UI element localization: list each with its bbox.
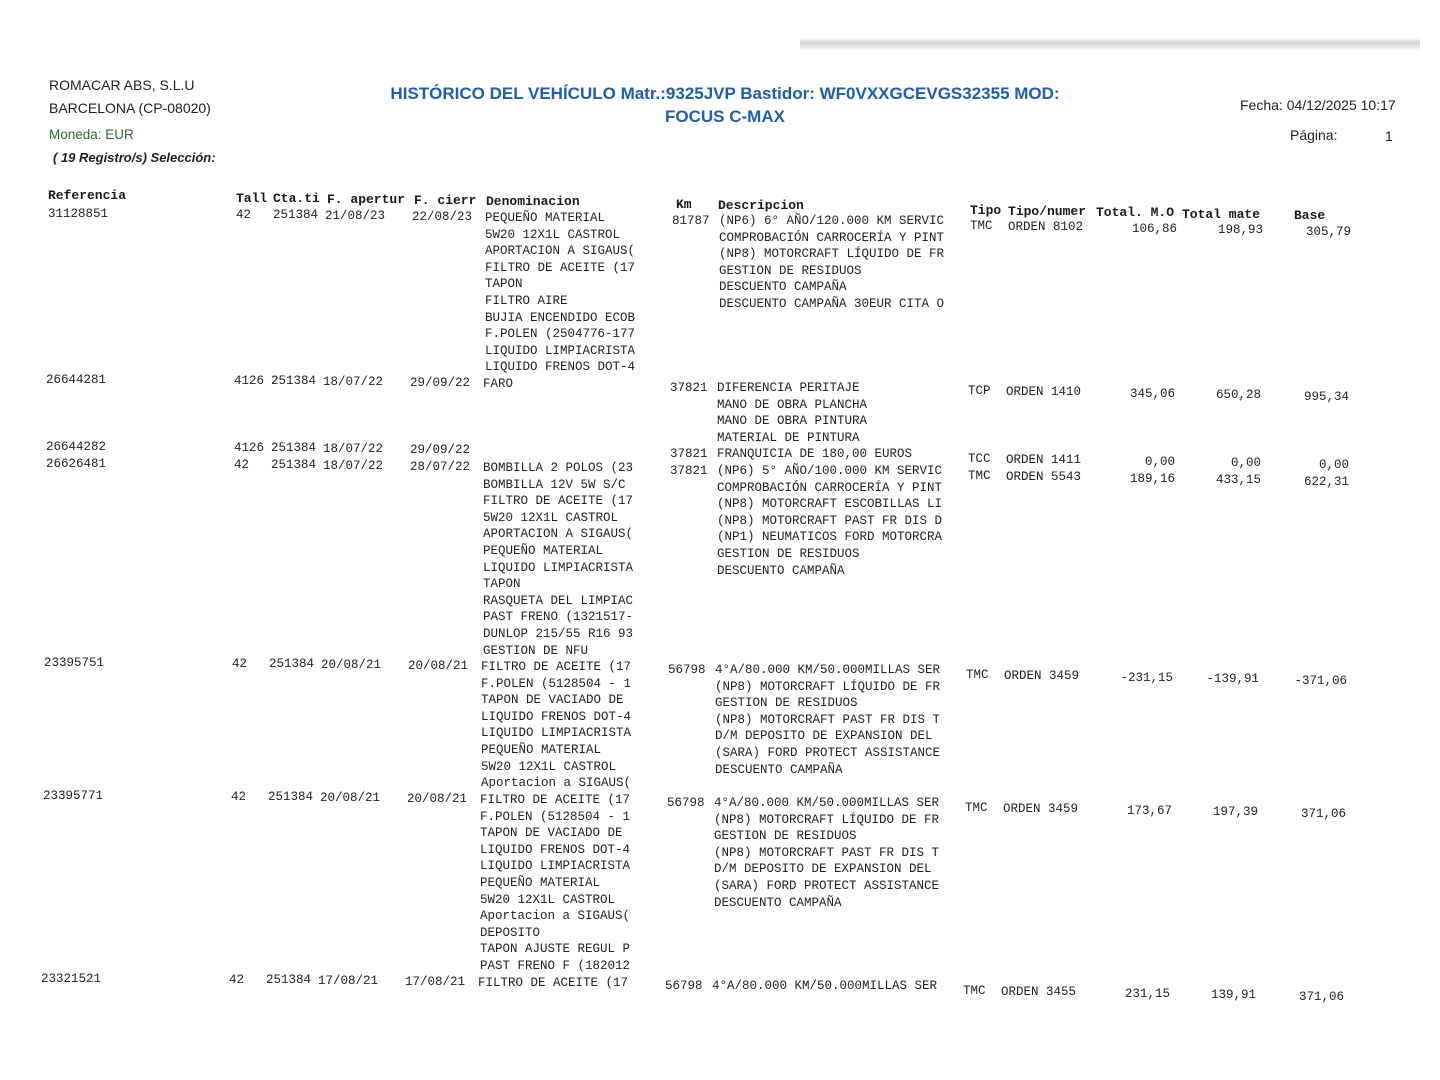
tipo-cell: TMC [963,984,986,998]
descripcion-line: D/M DEPOSITO DE EXPANSION DEL [714,862,932,877]
ref-cell: 26626481 [46,457,107,471]
descripcion-line: COMPROBACIÓN CARROCERÍA Y PINT [719,230,945,245]
total-mo-cell: 106,86 [1131,222,1177,236]
km-cell: 56798 [665,979,703,993]
total-material-cell: 433,15 [1215,473,1261,487]
descripcion-line: DIFERENCIA PERITAJE [717,381,860,395]
denominacion-line: LIQUIDO FRENOS DOT-4 [480,842,631,857]
total-mo-cell: 173,67 [1126,804,1172,818]
denominacion-line: LIQUIDO LIMPIACRISTA [480,859,631,874]
km-cell: 37821 [670,447,708,461]
denominacion-line: 5W20 12X1L CASTROL [481,759,617,774]
col-total-material: Total mate [1182,207,1261,222]
fci-cell: 22/08/23 [412,210,473,224]
denominacion-line: TAPON DE VACIADO DE [480,826,623,841]
fap-cell: 21/08/23 [325,209,386,223]
descripcion-line: GESTION DE RESIDUOS [717,547,860,561]
base-cell: 622,31 [1303,475,1349,489]
descripcion-line: DESCUENTO CAMPAÑA 30EUR CITA O [719,297,945,311]
descripcion-line: (NP1) NEUMATICOS FORD MOTORCRA [717,530,943,545]
total-material-cell: 139,91 [1210,988,1256,1002]
denominacion-line: LIQUIDO FRENOS DOT-4 [481,709,632,724]
descripcion-line: DESCUENTO CAMPAÑA [719,280,847,295]
company-city: BARCELONA (CP-08020) [49,100,211,116]
tipo-cell: TMC [968,469,991,483]
tall-cell: 42 [236,208,252,222]
col-taller: Tall [236,191,268,206]
total-material-cell: 0,00 [1230,456,1261,470]
km-cell: 56798 [668,663,706,677]
descripcion-line: (SARA) FORD PROTECT ASSISTANCE [714,879,940,893]
denominacion-line: FILTRO DE ACEITE (17 [481,660,632,674]
total-mo-cell: 345,06 [1129,387,1175,401]
fap-cell: 18/07/22 [323,459,384,473]
denominacion-line: 5W20 12X1L CASTROL [485,227,621,242]
descripcion-line: GESTION DE RESIDUOS [719,263,862,278]
descripcion-line: (NP6) 6° AÑO/120.000 KM SERVIC [719,214,945,228]
denominacion-line: FILTRO DE ACEITE (17 [478,976,629,990]
ref-cell: 23395771 [43,789,104,803]
denominacion-line: FILTRO DE ACEITE (17 [483,494,634,509]
fap-cell: 20/08/21 [321,658,382,672]
col-referencia: Referencia [48,188,127,203]
descripcion-line: GESTION DE RESIDUOS [715,696,858,711]
col-fecha-cierre: F. cierr [414,193,477,208]
total-mo-cell: 0,00 [1144,455,1175,469]
total-mo-cell: 189,16 [1129,472,1175,486]
denominacion-line: DEPOSITO [480,925,541,940]
report-date: Fecha: 04/12/2025 10:17 [1240,97,1396,113]
descripcion-line: (NP8) MOTORCRAFT LÍQUIDO DE FR [719,247,945,262]
denominacion-line: APORTACION A SIGAUS( [483,527,634,542]
denominacion-line: PAST FRENO (1321517- [483,610,634,625]
tall-cell: 42 [231,790,247,804]
fci-cell: 20/08/21 [408,659,469,673]
denominacion-line: RASQUETA DEL LIMPIAC [483,593,634,608]
denominacion-line: TAPON [485,277,523,292]
tipo-cell: TMC [966,668,989,682]
denominacion-line: PEQUEÑO MATERIAL [485,211,606,225]
col-tipo-numero: Tipo/numer [1008,204,1087,219]
company-name: ROMACAR ABS, S.L.U [49,77,195,93]
selection-label: ( 19 Registro/s) Selección: [53,150,216,165]
denominacion-line: F.POLEN (5128504 - 1 [480,809,631,824]
descripcion-line: DESCUENTO CAMPAÑA [714,895,842,910]
denominacion-line: Aportacion a SIGAUS( [480,909,631,924]
denominacion-line: LIQUIDO LIMPIACRISTA [483,560,634,575]
tipo-numero-cell: ORDEN 3455 [1001,985,1077,999]
denominacion-line: F.POLEN (2504776-177 [485,327,636,342]
fci-cell: 20/08/21 [407,792,468,806]
denominacion-line: APORTACION A SIGAUS( [485,244,636,259]
report-title-line1: HISTÓRICO DEL VEHÍCULO Matr.:9325JVP Bastidor: WF0VXXGCEVGS32355 MOD: [390,84,1060,103]
denominacion-line: Aportacion a SIGAUS( [481,776,632,791]
km-cell: 81787 [672,214,710,228]
denominacion-line: FILTRO AIRE [485,294,568,308]
col-total-mo: Total. M.O [1096,205,1175,220]
ref-cell: 26644282 [46,440,107,454]
ref-cell: 31128851 [48,207,109,221]
tall-cell: 4126 [234,441,265,455]
descripcion-line: MANO DE OBRA PINTURA [717,414,868,429]
km-cell: 37821 [670,381,708,395]
descripcion-line: D/M DEPOSITO DE EXPANSION DEL [715,729,933,744]
ref-cell: 23321521 [41,972,102,986]
descripcion-line: (NP8) MOTORCRAFT PAST FR DIS T [715,712,941,727]
ref-cell: 26644281 [46,373,107,387]
tipo-numero-cell: ORDEN 3459 [1004,669,1080,683]
denominacion-line: F.POLEN (5128504 - 1 [481,676,632,691]
tipo-cell: TMC [970,219,993,233]
descripcion-line: DESCUENTO CAMPAÑA [717,563,845,578]
denominacion-line: PEQUEÑO MATERIAL [483,544,604,558]
fci-cell: 29/09/22 [410,376,471,390]
denominacion-line: BUJIA ENCENDIDO ECOB [485,310,636,325]
tipo-numero-cell: ORDEN 1410 [1006,385,1082,399]
denominacion-line: PEQUEÑO MATERIAL [480,876,601,890]
denominacion-line: TAPON [483,577,521,592]
base-cell: 995,34 [1303,390,1349,404]
tipo-numero-cell: ORDEN 5543 [1006,470,1082,484]
descripcion-line: 4°A/80.000 KM/50.000MILLAS SER [712,979,938,993]
tipo-cell: TCP [968,384,991,398]
descripcion-line: 4°A/80.000 KM/50.000MILLAS SER [714,796,940,810]
total-mo-cell: -231,15 [1120,671,1173,685]
fci-cell: 29/09/22 [410,443,471,457]
descripcion-line: 4°A/80.000 KM/50.000MILLAS SER [715,663,941,677]
denominacion-line: 5W20 12X1L CASTROL [480,892,616,907]
col-cuenta: Cta.ti [273,191,320,206]
descripcion-line: COMPROBACIÓN CARROCERÍA Y PINT [717,480,943,495]
scan-edge-shadow [800,38,1420,50]
currency-label: Moneda: EUR [49,127,134,142]
tipo-cell: TMC [965,801,988,815]
denominacion-line: FARO [483,377,514,391]
cta-cell: 251384 [273,208,319,222]
denominacion-line: FILTRO DE ACEITE (17 [480,793,631,807]
cta-cell: 251384 [268,790,314,804]
descripcion-line: DESCUENTO CAMPAÑA [715,762,843,777]
descripcion-line: GESTION DE RESIDUOS [714,829,857,844]
base-cell: 0,00 [1318,458,1349,472]
col-denominacion: Denominacion [486,194,580,209]
total-material-cell: 197,39 [1212,805,1258,819]
cta-cell: 251384 [271,458,317,472]
col-base: Base [1294,208,1326,223]
descripcion-line: (NP6) 5° AÑO/100.000 KM SERVIC [717,464,943,478]
denominacion-line: LIQUIDO LIMPIACRISTA [481,726,632,741]
denominacion-line: TAPON AJUSTE REGUL P [480,942,631,957]
tipo-numero-cell: ORDEN 1411 [1006,453,1082,467]
tall-cell: 42 [234,458,250,472]
denominacion-line: GESTION DE NFU [483,643,589,658]
base-cell: 305,79 [1305,225,1351,239]
fap-cell: 18/07/22 [323,442,384,456]
denominacion-line: LIQUIDO FRENOS DOT-4 [485,360,636,375]
page-label: Página: [1290,127,1338,143]
descripcion-line: FRANQUICIA DE 180,00 EUROS [717,447,913,461]
col-descripcion: Descripcion [718,198,804,213]
descripcion-line: (NP8) MOTORCRAFT LÍQUIDO DE FR [714,812,940,827]
base-cell: -371,06 [1294,674,1347,688]
tipo-numero-cell: ORDEN 3459 [1003,802,1079,816]
base-cell: 371,06 [1298,990,1344,1004]
denominacion-line: BOMBILLA 2 POLOS (23 [483,461,634,475]
descripcion-line: (SARA) FORD PROTECT ASSISTANCE [715,746,941,760]
denominacion-line: LIQUIDO LIMPIACRISTA [485,343,636,358]
tall-cell: 42 [229,973,245,987]
denominacion-line: PAST FRENO F (182012 [480,959,631,973]
total-material-cell: 650,28 [1215,388,1261,402]
col-km: Km [676,197,692,212]
col-fecha-apertura: F. apertur [327,192,406,207]
descripcion-line: MANO DE OBRA PLANCHA [717,397,868,412]
descripcion-line: (NP8) MOTORCRAFT LÍQUIDO DE FR [715,679,941,694]
descripcion-line: (NP8) MOTORCRAFT ESCOBILLAS LI [717,497,943,512]
col-tipo: Tipo [970,203,1002,218]
descripcion-line: (NP8) MOTORCRAFT PAST FR DIS D [717,513,943,528]
page-number: 1 [1385,128,1393,144]
cta-cell: 251384 [271,374,317,388]
tipo-cell: TCC [968,452,991,466]
denominacion-line: PEQUEÑO MATERIAL [481,743,602,757]
ref-cell: 23395751 [44,656,105,670]
denominacion-line: 5W20 12X1L CASTROL [483,510,619,525]
km-cell: 56798 [667,796,705,810]
cta-cell: 251384 [271,441,317,455]
total-material-cell: 198,93 [1217,223,1263,237]
report-title [380,82,1070,128]
descripcion-line: (NP8) MOTORCRAFT PAST FR DIS T [714,845,940,860]
tipo-numero-cell: ORDEN 8102 [1008,220,1084,234]
denominacion-line: DUNLOP 215/55 R16 93 [483,627,634,641]
denominacion-line: BOMBILLA 12V 5W S/C [483,477,626,492]
tall-cell: 42 [232,657,248,671]
report-title-line2: FOCUS C-MAX [665,107,785,126]
fci-cell: 17/08/21 [405,975,466,989]
fap-cell: 18/07/22 [323,375,384,389]
fci-cell: 28/07/22 [410,460,471,474]
descripcion-line: MATERIAL DE PINTURA [717,430,860,445]
cta-cell: 251384 [266,973,312,987]
denominacion-line: TAPON DE VACIADO DE [481,693,624,708]
tall-cell: 4126 [234,374,265,388]
km-cell: 37821 [670,464,708,478]
total-mo-cell: 231,15 [1124,987,1170,1001]
denominacion-line: FILTRO DE ACEITE (17 [485,260,636,275]
total-material-cell: -139,91 [1206,672,1259,686]
base-cell: 371,06 [1300,807,1346,821]
fap-cell: 17/08/21 [318,974,379,988]
fap-cell: 20/08/21 [320,791,381,805]
cta-cell: 251384 [269,657,315,671]
